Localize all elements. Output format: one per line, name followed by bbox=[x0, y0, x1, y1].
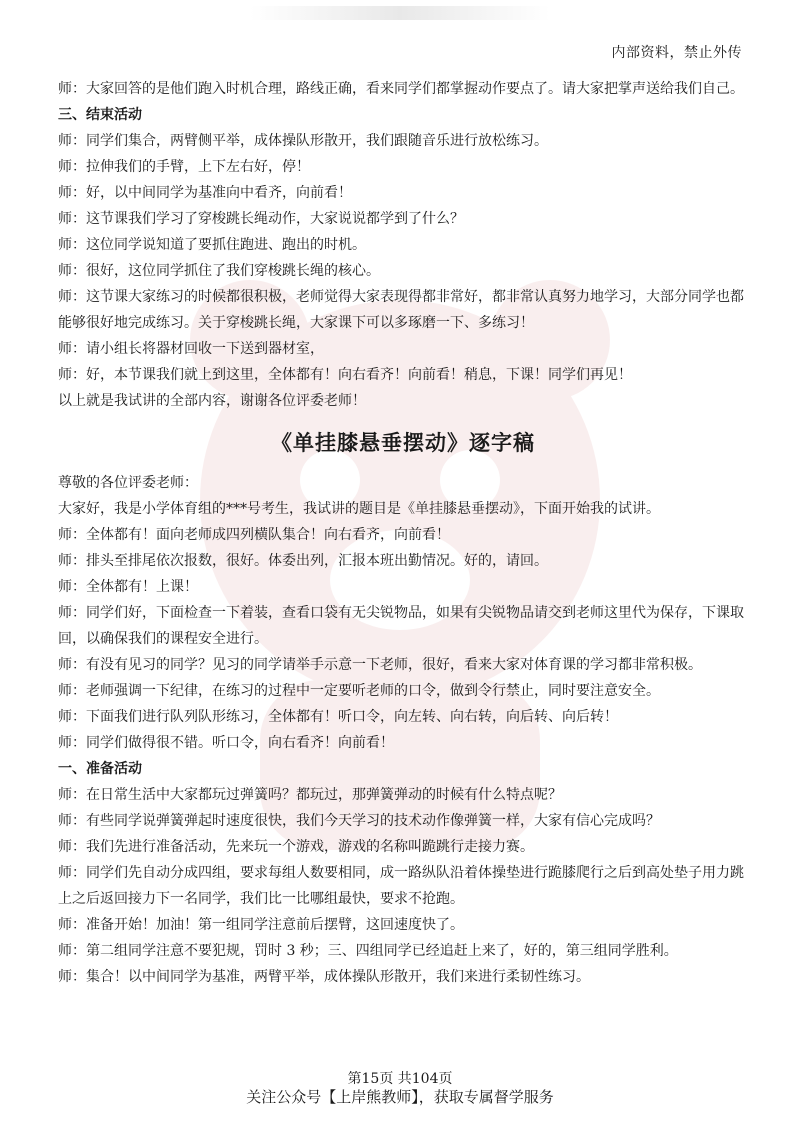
paragraph: 师：同学们好，下面检查一下着装，查看口袋有无尖锐物品，如果有尖锐物品请交到老师这里代为保存，下课取回，以确保我们的课程安全进行。 bbox=[58, 605, 744, 647]
paragraph: 师：全体都有！面向老师成四列横队集合！向右看齐，向前看！ bbox=[58, 527, 450, 543]
document-title: 《单挂膝悬垂摆动》逐字稿 bbox=[271, 430, 535, 455]
paragraph: 师：拉伸我们的手臂，上下左右好，停！ bbox=[58, 159, 310, 175]
paragraph: 大家好，我是小学体育组的***号考生，我试讲的题目是《单挂膝悬垂摆动》，下面开始我的试讲。 bbox=[58, 501, 660, 517]
paragraph: 师：请小组长将器材回收一下送到器材室， bbox=[58, 341, 324, 357]
paragraph: 师：有没有见习的同学？见习的同学请举手示意一下老师，很好，看来大家对体育课的学习都非常积极。 bbox=[58, 657, 702, 673]
paragraph: 师：集合！以中间同学为基准，两臂平举，成体操队形散开，我们来进行柔韧性练习。 bbox=[58, 969, 590, 985]
paragraph: 师：很好，这位同学抓住了我们穿梭跳长绳的核心。 bbox=[58, 263, 380, 279]
paragraph: 师：大家回答的是他们跑入时机合理，路线正确，看来同学们都掌握动作要点了。请大家把掌声送给我们自己。 bbox=[58, 81, 744, 97]
page-number: 第15页 共104页 bbox=[347, 1071, 453, 1087]
paragraph: 师：有些同学说弹簧弹起时速度很快，我们今天学习的技术动作像弹簧一样，大家有信心完成吗？ bbox=[58, 813, 660, 829]
section-heading-end: 三、结束活动 bbox=[58, 107, 142, 123]
document-body bbox=[58, 76, 748, 990]
footer-promo: 关注公众号【上岸熊教师】，获取专属督学服务 bbox=[246, 1088, 554, 1106]
paragraph: 师：这位同学说知道了要抓住跑进、跑出的时机。 bbox=[58, 237, 366, 253]
paragraph: 师：准备开始！加油！第一组同学注意前后摆臂，这回速度快了。 bbox=[58, 917, 464, 933]
paragraph: 师：全体都有！上课！ bbox=[58, 579, 198, 595]
confidential-notice: 内部资料，禁止外传 bbox=[611, 45, 742, 61]
paragraph: 师：排头至排尾依次报数，很好。体委出列，汇报本班出勤情况。好的，请回。 bbox=[58, 553, 548, 569]
paragraph: 师：老师强调一下纪律，在练习的过程中一定要听老师的口令，做到令行禁止，同时要注意安全。 bbox=[58, 683, 660, 699]
paragraph: 师：下面我们进行队列队形练习，全体都有！听口令，向左转、向右转，向后转、向后转！ bbox=[58, 709, 618, 725]
paragraph: 师：这节课我们学习了穿梭跳长绳动作，大家说说都学到了什么？ bbox=[58, 211, 464, 227]
paragraph: 师：同学们做得很不错。听口令，向右看齐！向前看！ bbox=[58, 735, 394, 751]
section-heading-prep: 一、准备活动 bbox=[58, 761, 142, 777]
paragraph: 师：这节课大家练习的时候都很积极，老师觉得大家表现得都非常好，都非常认真努力地学习，大部分同学也都能够很好地完成练习。关于穿梭跳长绳，大家课下可以多琢磨一下、多练习！ bbox=[58, 289, 744, 331]
paragraph: 师：同学们先自动分成四组，要求每组人数要相同，成一路纵队沿着体操垫进行跪膝爬行之后到高处垫子用力跳上之后返回接力下一名同学，我们比一比哪组最快，要求不抢跑。 bbox=[58, 865, 744, 907]
paragraph: 师：同学们集合，两臂侧平举，成体操队形散开，我们跟随音乐进行放松练习。 bbox=[58, 133, 548, 149]
paragraph: 以上就是我试讲的全部内容，谢谢各位评委老师！ bbox=[58, 393, 366, 409]
paragraph: 师：好，本节课我们就上到这里，全体都有！向右看齐！向前看！稍息，下课！同学们再见！ bbox=[58, 367, 632, 383]
paragraph: 师：第二组同学注意不要犯规，罚时 3 秒；三、四组同学已经追赶上来了，好的，第三组同学胜利。 bbox=[58, 943, 678, 959]
paragraph: 师：我们先进行准备活动，先来玩一个游戏，游戏的名称叫跪跳行走接力赛。 bbox=[58, 839, 534, 855]
faded-header-band bbox=[250, 6, 550, 20]
paragraph: 师：好，以中间同学为基准向中看齐，向前看！ bbox=[58, 185, 352, 201]
salutation: 尊敬的各位评委老师： bbox=[58, 475, 198, 491]
paragraph: 师：在日常生活中大家都玩过弹簧吗？都玩过，那弹簧弹动的时候有什么特点呢？ bbox=[58, 787, 562, 803]
